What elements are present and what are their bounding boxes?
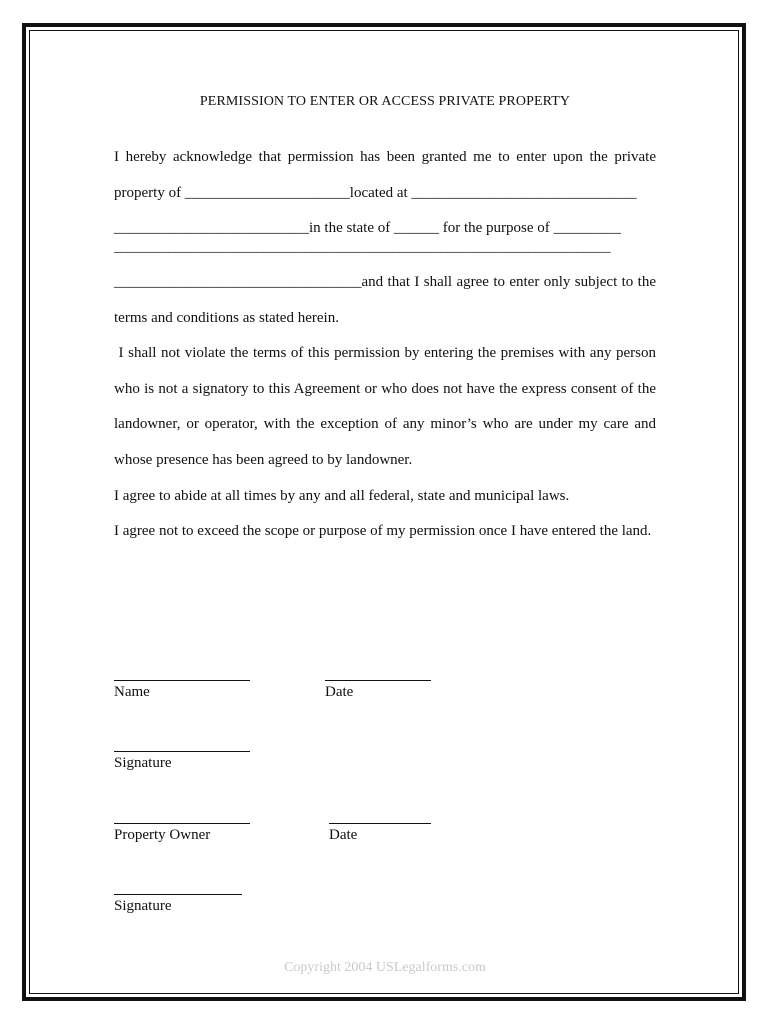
document-title: PERMISSION TO ENTER OR ACCESS PRIVATE PROPERTY	[199, 94, 571, 109]
body-line-12: I agree not to exceed the scope or purpose of my permission once I have entered the land.	[114, 523, 652, 539]
body-line-10: whose presence has been agreed to by landowner.	[114, 452, 413, 468]
date-label-2: Date	[329, 827, 358, 843]
property-owner-line[interactable]	[114, 823, 250, 824]
body-line-6: terms and conditions as stated herein.	[114, 310, 339, 326]
date-label-1: Date	[325, 684, 354, 700]
signature-label-2: Signature	[114, 898, 172, 914]
body-line-3: __________________________in the state of ______ for the purpose of _________	[114, 220, 622, 236]
date-line-2[interactable]	[329, 823, 431, 824]
name-label: Name	[114, 684, 150, 700]
body-line-4: _________________________________________________________________________	[114, 240, 611, 255]
body-line-1: I hereby acknowledge that permission has been granted me to enter upon the private	[114, 149, 656, 165]
body-line-9: landowner, or operator, with the exception of any minor’s who are under my care and	[114, 416, 656, 432]
body-line-7: I shall not violate the terms of this permission by entering the premises with any person	[114, 345, 656, 361]
copyright-watermark: Copyright 2004 USLegalforms.com	[284, 960, 486, 975]
body-line-2: property of ______________________located at ______________________________	[114, 185, 637, 201]
signature-label-1: Signature	[114, 755, 172, 771]
date-line-1[interactable]	[325, 680, 431, 681]
name-line[interactable]	[114, 680, 250, 681]
body-line-11: I agree to abide at all times by any and all federal, state and municipal laws.	[114, 488, 570, 504]
signature-line-1[interactable]	[114, 751, 250, 752]
body-line-8: who is not a signatory to this Agreement or who does not have the express consent of the	[114, 381, 656, 397]
page-border-inner	[29, 30, 739, 994]
property-owner-label: Property Owner	[114, 827, 211, 843]
body-line-5: _________________________________and that I shall agree to enter only subject to the	[114, 274, 656, 290]
signature-line-2[interactable]	[114, 894, 242, 895]
